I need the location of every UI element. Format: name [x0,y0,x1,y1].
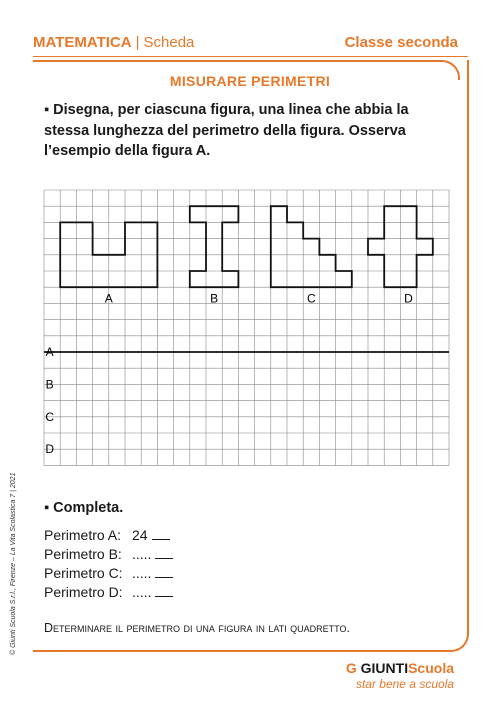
perimeter-row-d [44,583,173,602]
figure-c-shape [271,206,352,287]
perimeter-row-b [44,545,173,564]
perimeter-row-a [44,526,173,545]
row-label: C [45,409,55,424]
figure-shapes [44,206,449,352]
answer-line [155,567,173,578]
perimeter-value: ..... [132,546,152,562]
perimeter-list [44,526,173,602]
logo-brand: GIUNTI [360,660,409,676]
copyright-text: © Giunti Scuola S.r.l., Firenze – La Vita Scolastica 7 | 2021 [10,472,17,655]
figure-label: A [104,291,113,306]
completa-heading: ▪ Completa. [44,500,124,516]
perimeter-row-c [44,564,173,583]
answer-line [152,529,170,540]
row-label: B [45,377,54,392]
logo-g-icon: G [345,660,357,676]
grid-labels [45,292,413,457]
logo-brand-2: Scuola [408,660,454,676]
answer-line [155,586,173,597]
grid-lines [44,190,449,465]
perimeter-label: Perimetro A: [44,527,122,543]
row-label: A [45,345,54,359]
perimeter-label: Perimetro D: [44,584,123,600]
figure-label: B [210,291,219,306]
perimeter-label: Perimetro C: [44,565,123,581]
objective-note: Determinare il perimetro di una figura in lati quadretto. [44,621,350,635]
perimeter-value: ..... [132,584,152,600]
logo-tagline: star bene a scuola [355,677,454,691]
figure-label: C [306,291,316,306]
row-label: D [45,442,55,457]
publisher-logo [346,660,454,691]
perimeter-value: 24 [132,527,148,543]
header-class: Classe seconda [344,34,458,51]
answer-line [155,548,173,559]
figure-label: D [404,291,413,306]
figure-b-shape [190,206,239,287]
instruction-text: ▪ Disegna, per ciascuna figura, una linea che abbia la stessa lunghezza del perimetro della figura. Osserva l’esempio della figura A. [44,102,409,159]
page-title: MISURARE PERIMETRI [169,73,331,89]
subject-label: MATEMATICA [33,34,132,51]
subject-sub-label: Scheda [143,34,195,51]
header-separator: | [135,34,140,51]
perimeter-value: ..... [132,565,152,581]
perimeter-label: Perimetro B: [44,546,122,562]
